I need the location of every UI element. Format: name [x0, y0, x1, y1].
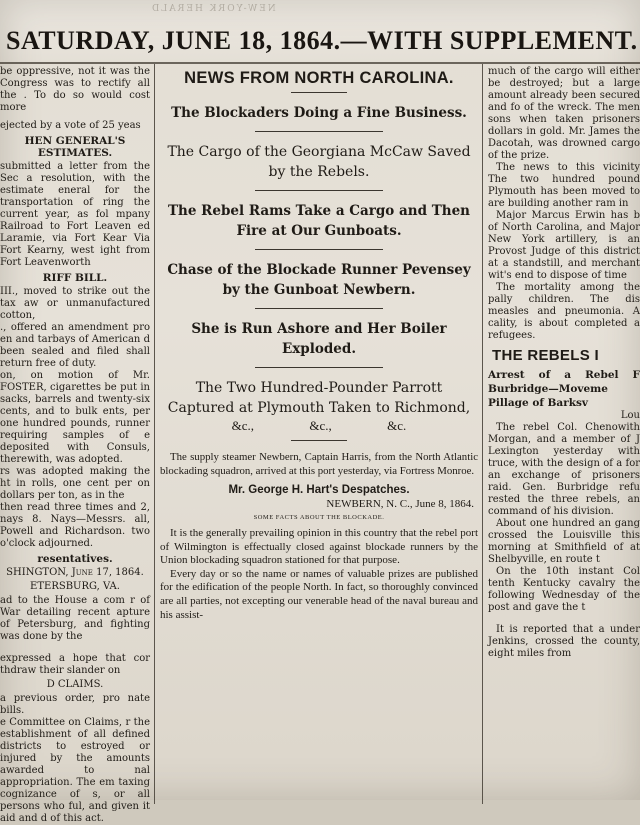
- right-para: much of the cargo will either be destroyed; but a large amount already been secured and fo of the wreck. The men sons when taken prisoners dollars in gold. Mr. James the Dacotah, was drowned cargo of the prize.: [488, 66, 640, 161]
- left-subhead-representatives: resentatives.: [37, 553, 113, 565]
- separator-rule: [291, 92, 347, 93]
- left-subhead-tariff: RIFF BILL.: [42, 272, 108, 284]
- right-para: The news to this vicinity The two hundred pound Plymouth has been moved to are building another ram in: [488, 162, 640, 209]
- amp-mark: &c.,: [231, 418, 255, 433]
- left-column: [0, 66, 150, 824]
- deck-headline: The Two Hundred-Pounder Parrott Captured at Plymouth Taken to Richmond,: [167, 380, 471, 416]
- right-para: The mortality among the pally children. The dis measles and pneumonia. A cality, is about completed a refugees.: [488, 282, 640, 341]
- separator-rule: [255, 190, 383, 191]
- dispatch-dateline: NEWBERN, N. C., June 8, 1864.: [326, 498, 474, 510]
- left-para: on, on motion of Mr. FOSTER, cigarettes be put in sacks, barrels and twenty-six cents, and to bulk ents, per one hundred pounds, runner requiring samples of e deposited with Consuls, therewith, was adopted.: [0, 370, 150, 465]
- deck-headline: She is Run Ashore and Her Boiler Exploded.: [191, 321, 447, 357]
- left-para: ., offered an amendment pro en and tarbays of American d been sealed and filed shall return free of duty.: [0, 322, 150, 369]
- left-para: be oppressive, not it was the Congress was to rectify all the . To do so would cost more: [0, 66, 150, 113]
- separator-rule: [255, 249, 383, 250]
- left-para: submitted a letter from the Sec a resolution, with the estimate eneral for the transportation of ring the current year, as fol mpany Railroad to Fort Leaven ed Laramie, via Fort Kear Via Fort Kearny, west ight from Fort Leavenworth: [0, 161, 150, 268]
- left-para: ad to the House a com r of War detailing recent apture of Petersburg, and fighting was done by the: [0, 595, 150, 642]
- left-para: rs was adopted making the ht in rolls, one cent per on dollars per ton, as in the: [0, 466, 150, 501]
- right-para: It is reported that a under Jenkins, crossed the county, eight miles from: [488, 624, 640, 659]
- lede-paragraph: The supply steamer Newbern, Captain Harris, from the North Atlantic blockading squadron, arrived at this port yesterday, via Fortress Monroe.: [160, 451, 478, 477]
- deck-headline: The Rebel Rams Take a Cargo and Then Fire at Our Gunboats.: [168, 203, 470, 239]
- amp-mark: &c.,: [309, 418, 332, 433]
- right-deck-tail: Lou: [620, 410, 640, 421]
- separator-rule: [255, 131, 383, 132]
- left-subhead-estimates: HEN GENERAL'S ESTIMATES.: [24, 135, 126, 159]
- body-paragraph: Every day or so the name or names of valuable prizes are published for the edification of the people North. In fact, so thoroughly convinced are all parties, not excepting our venerable head of the naval bureau and his assist-: [160, 567, 478, 621]
- left-para: expressed a hope that cor thdraw their slander on: [0, 653, 150, 676]
- left-para: ejected by a vote of 25 yeas: [0, 120, 141, 131]
- separator-rule: [255, 308, 383, 309]
- small-caps-subhead: SOME FACTS ABOUT THE BLOCKADE.: [253, 514, 385, 521]
- right-para: The rebel Col. Chenowith Morgan, and a member of J Lexington yesterday with truce, with the design of a for an exchange of prisoners raid. Gen. Burbridge refu rested the three rebels, an command of his division.: [488, 422, 640, 517]
- left-para: then read three times and 2, nays 8. Nays—Messrs. all, Powell and Richardson. two o'clock adjourned.: [0, 502, 150, 549]
- separator-rule: [291, 440, 347, 441]
- amp-mark: &c.: [387, 418, 407, 433]
- left-subhead-claims: D CLAIMS.: [46, 679, 104, 690]
- body-paragraph: It is the generally prevailing opinion in this country that the rebel port of Wilmington is effectually closed against blockade runners by the Union blockading squadron stationed for that purpose.: [160, 527, 478, 567]
- left-para: III., moved to strike out the tax aw or unmanufactured cotton,: [0, 286, 150, 321]
- left-subhead-petersburg: ETERSBURG, VA.: [30, 581, 120, 592]
- right-para: On the 10th instant Col tenth Kentucky cavalry the following Wednesday of the post and gave the t: [488, 566, 640, 613]
- right-section-title: THE REBELS I: [492, 347, 599, 364]
- dispatch-heading: Mr. George H. Hart's Despatches.: [228, 484, 410, 496]
- masthead-dateline: SATURDAY, JUNE 18, 1864.—WITH SUPPLEMENT.: [6, 26, 638, 55]
- bleed-through-text: NEW-YORK HERALD: [150, 4, 276, 14]
- et-cetera-row: [160, 420, 478, 432]
- section-title: NEWS FROM NORTH CAROLINA.: [184, 69, 454, 87]
- deck-headline: Chase of the Blockade Runner Pevensey by the Gunboat Newbern.: [167, 262, 471, 298]
- left-para: e Committee on Claims, r the establishment of all defined districts to estroyed or injured by the amounts awarded to nal appropriation. The em taxing cognizance of s, or all persons who ful, and given it aid and d of this act.: [0, 717, 150, 824]
- right-deck-headline: Arrest of a Rebel F Burbridge—Moveme Pillage of Barksv: [488, 369, 640, 409]
- left-para: a previous order, pro nate bills.: [0, 693, 150, 716]
- center-column: [160, 66, 478, 806]
- column-rule: [154, 64, 155, 804]
- left-dateline: SHINGTON, June 17, 1864.: [6, 567, 144, 578]
- right-para: About one hundred an gang crossed the Louisville this morning at Smithfield of at Shelbyville, en route t: [488, 518, 640, 565]
- right-para: Major Marcus Erwin has b of North Carolina, and Major New York artillery, is an Provost Judge of this district at a standstill, and merchant wit's end to dispose of time: [488, 210, 640, 281]
- deck-headline: The Blockaders Doing a Fine Business.: [171, 105, 467, 121]
- deck-headline: The Cargo of the Georgiana McCaw Saved by the Rebels.: [167, 144, 471, 180]
- column-rule: [482, 64, 483, 804]
- masthead: [0, 0, 640, 64]
- separator-rule: [255, 367, 383, 368]
- right-column: [488, 66, 640, 806]
